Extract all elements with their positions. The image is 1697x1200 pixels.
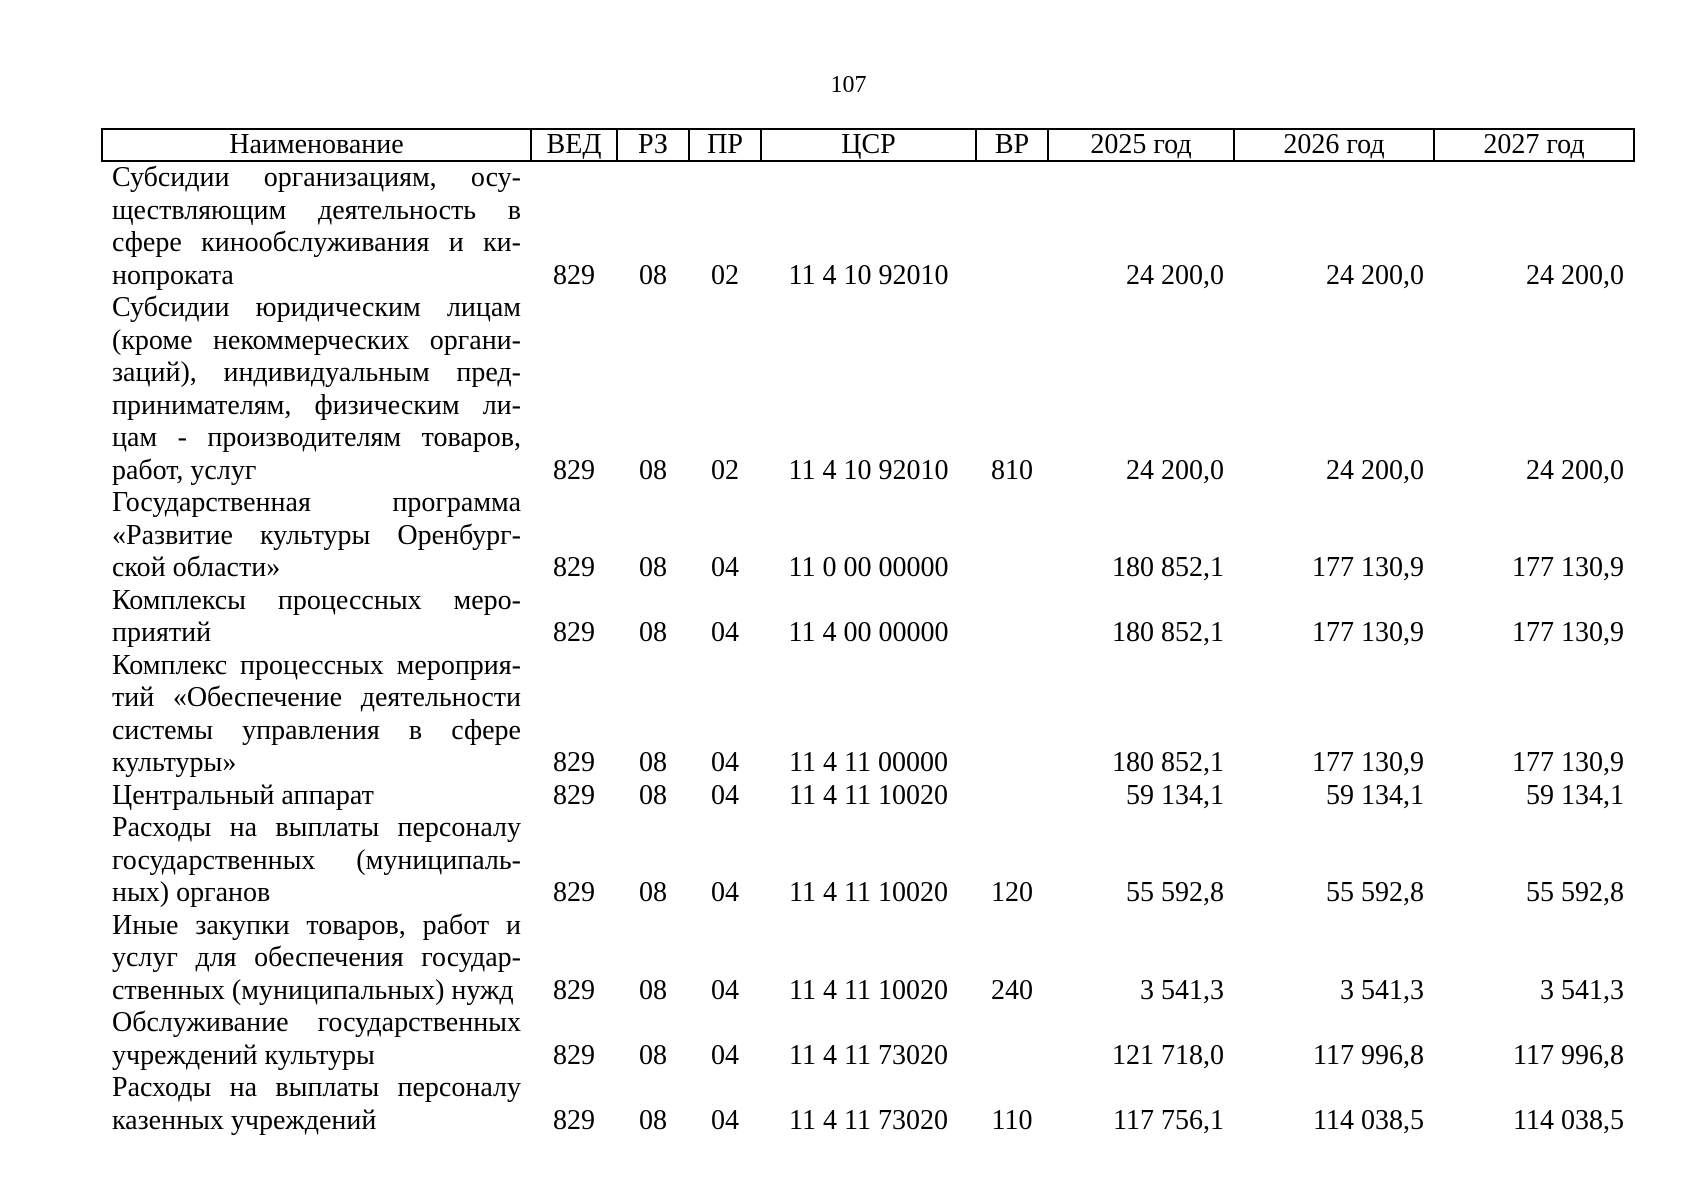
row-vr <box>976 780 1048 813</box>
row-name: Центральный аппарат <box>112 779 374 811</box>
row-csr: 11 4 10 92010 <box>788 259 949 291</box>
budget-table <box>101 128 1635 1137</box>
row-csr: 11 4 11 10020 <box>789 779 948 811</box>
row-pr: 04 <box>711 779 739 811</box>
row-2025: 24 200,0 <box>1126 259 1224 291</box>
row-name: Иные закупки товаров, работ и услуг для обеспечения государственных (муниципальных) нужд <box>112 909 521 1006</box>
row-2025: 3 541,3 <box>1140 974 1224 1006</box>
header-vr: ВР <box>976 129 1048 161</box>
row-csr: 11 0 00 00000 <box>788 552 949 583</box>
row-rz: 08 <box>639 747 667 778</box>
table-row <box>102 780 1634 813</box>
row-2025: 180 852,1 <box>1112 747 1224 778</box>
table-row <box>102 650 1634 780</box>
row-ved: 829 <box>553 1104 595 1136</box>
row-rz: 08 <box>639 259 667 291</box>
row-pr: 04 <box>711 552 739 583</box>
row-name: Субсидии юридическим лицам (кроме некоммерческих организаций), индивидуальным предпринимателям, физическим лицам - производителям товаров, работ, услуг <box>112 292 521 486</box>
row-rz: 08 <box>639 974 667 1006</box>
row-2026: 177 130,9 <box>1312 747 1424 778</box>
row-ved: 829 <box>553 779 595 811</box>
row-vr <box>976 161 1048 292</box>
row-2025: 24 200,0 <box>1126 454 1224 486</box>
row-rz: 08 <box>639 877 667 908</box>
row-vr <box>976 487 1048 585</box>
header-2026: 2026 год <box>1234 129 1434 161</box>
row-name: Комплексы процессных мероприятий <box>112 584 521 648</box>
row-2027: 55 592,8 <box>1526 877 1624 908</box>
table-row <box>102 1007 1634 1072</box>
header-rz: РЗ <box>617 129 689 161</box>
row-vr: 110 <box>991 1104 1033 1136</box>
row-name: Обслуживание государственных учреждений культуры <box>112 1007 521 1071</box>
row-rz: 08 <box>639 1104 667 1136</box>
row-csr: 11 4 10 92010 <box>788 454 949 486</box>
row-2026: 59 134,1 <box>1326 779 1424 811</box>
row-name: Расходы на выплаты персоналу казенных учреждений <box>112 1072 521 1136</box>
row-ved: 829 <box>553 1039 595 1071</box>
row-2027: 117 996,8 <box>1513 1039 1624 1071</box>
row-rz: 08 <box>639 779 667 811</box>
row-2025: 121 718,0 <box>1112 1039 1224 1071</box>
header-csr: ЦСР <box>761 129 976 161</box>
row-2026: 55 592,8 <box>1326 877 1424 908</box>
table-row <box>102 487 1634 585</box>
row-csr: 11 4 11 10020 <box>789 877 948 908</box>
row-2025: 180 852,1 <box>1112 617 1224 648</box>
row-vr: 240 <box>991 974 1033 1006</box>
row-rz: 08 <box>639 1039 667 1071</box>
row-2027: 24 200,0 <box>1526 454 1624 486</box>
row-2025: 117 756,1 <box>1113 1104 1224 1136</box>
row-2026: 117 996,8 <box>1313 1039 1424 1071</box>
row-csr: 11 4 11 73020 <box>789 1039 948 1071</box>
row-vr <box>976 650 1048 780</box>
row-pr: 02 <box>711 454 739 486</box>
row-rz: 08 <box>639 552 667 583</box>
row-2027: 3 541,3 <box>1540 974 1624 1006</box>
row-2026: 177 130,9 <box>1312 617 1424 648</box>
header-name: Наименование <box>102 129 531 161</box>
row-2025: 180 852,1 <box>1112 552 1224 583</box>
header-2025: 2025 год <box>1048 129 1234 161</box>
row-2026: 177 130,9 <box>1312 552 1424 583</box>
row-ved: 829 <box>553 747 595 778</box>
row-2027: 177 130,9 <box>1512 617 1624 648</box>
row-name: Комплекс процессных мероприятий «Обеспечение деятельности системы управления в сфере культуры» <box>112 649 521 778</box>
row-csr: 11 4 11 73020 <box>789 1104 948 1136</box>
row-csr: 11 4 00 00000 <box>788 617 949 648</box>
row-2026: 24 200,0 <box>1326 454 1424 486</box>
row-2027: 114 038,5 <box>1513 1104 1624 1136</box>
row-2027: 177 130,9 <box>1512 747 1624 778</box>
row-ved: 829 <box>553 454 595 486</box>
row-2026: 3 541,3 <box>1340 974 1424 1006</box>
row-2026: 114 038,5 <box>1313 1104 1424 1136</box>
row-pr: 04 <box>711 747 739 778</box>
row-vr: 810 <box>991 454 1033 486</box>
row-ved: 829 <box>553 974 595 1006</box>
table-row <box>102 161 1634 292</box>
row-ved: 829 <box>553 552 595 583</box>
header-pr: ПР <box>689 129 761 161</box>
row-2027: 177 130,9 <box>1512 552 1624 583</box>
row-csr: 11 4 11 00000 <box>789 747 948 778</box>
table-row <box>102 910 1634 1008</box>
row-rz: 08 <box>639 454 667 486</box>
page-number: 107 <box>830 72 867 98</box>
header-2027: 2027 год <box>1434 129 1634 161</box>
row-vr <box>976 585 1048 650</box>
row-pr: 02 <box>711 259 739 291</box>
row-ved: 829 <box>553 259 595 291</box>
row-pr: 04 <box>711 877 739 908</box>
row-2025: 55 592,8 <box>1126 877 1224 908</box>
row-name: Государственная программа «Развитие культуры Оренбургской области» <box>112 487 521 583</box>
table-header-row <box>102 129 1634 161</box>
row-name: Расходы на выплаты персоналу государственных (муниципальных) органов <box>112 812 521 908</box>
header-ved: ВЕД <box>531 129 617 161</box>
row-ved: 829 <box>553 877 595 908</box>
row-2027: 24 200,0 <box>1526 259 1624 291</box>
row-vr: 120 <box>991 877 1033 908</box>
row-2026: 24 200,0 <box>1326 259 1424 291</box>
row-2027: 59 134,1 <box>1526 779 1624 811</box>
row-csr: 11 4 11 10020 <box>789 974 948 1006</box>
row-vr <box>976 1007 1048 1072</box>
row-2025: 59 134,1 <box>1126 779 1224 811</box>
row-ved: 829 <box>553 617 595 648</box>
table-row <box>102 585 1634 650</box>
row-pr: 04 <box>711 617 739 648</box>
row-pr: 04 <box>711 1104 739 1136</box>
row-name: Субсидии организациям, осуществляющим деятельность в сфере кинообслуживания и кинопроката <box>112 162 521 291</box>
row-pr: 04 <box>711 1039 739 1071</box>
row-rz: 08 <box>639 617 667 648</box>
table-row <box>102 812 1634 910</box>
table-row <box>102 292 1634 487</box>
row-pr: 04 <box>711 974 739 1006</box>
table-row <box>102 1072 1634 1137</box>
